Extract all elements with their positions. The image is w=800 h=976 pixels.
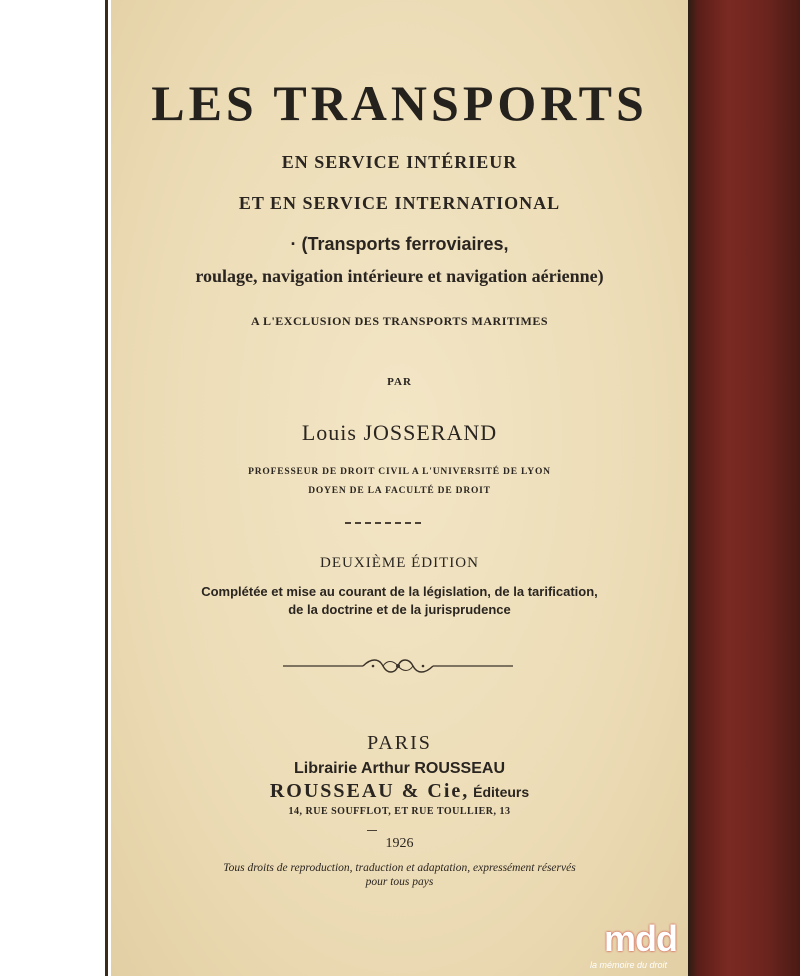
book-spine [688, 0, 800, 976]
publisher-name: ROUSSEAU & Cie, [269, 780, 470, 802]
exclusion-note: A L'EXCLUSION DES TRANSPORTS MARITIMES [250, 314, 549, 328]
logo-tagline: la mémoire du droit [590, 960, 668, 970]
ornament-divider [283, 656, 513, 676]
publisher-address: 14, RUE SOUFFLOT, ET RUE TOULLIER, 13 [288, 806, 511, 817]
city: PARIS [367, 732, 432, 754]
by-label: PAR [387, 376, 412, 388]
logo-text: mdd [604, 918, 677, 959]
publisher-line-2 [111, 780, 688, 803]
rights-line-2: pour tous pays [365, 876, 434, 888]
subtitle-line-2: ET EN SERVICE INTERNATIONAL [238, 193, 561, 213]
watermark-logo [590, 918, 694, 976]
left-margin [0, 0, 108, 976]
divider-rule [345, 522, 421, 524]
rights-line-1: Tous droits de reproduction, traduction et adaptation, expressément réservés [223, 862, 576, 874]
author-title-2: DOYEN DE LA FACULTÉ DE DROIT [308, 486, 491, 496]
short-dash [367, 830, 377, 831]
edition-note-2: de la doctrine et de la jurisprudence [288, 602, 511, 617]
author-name: Louis JOSSERAND [301, 420, 498, 445]
scope-line-1: · (Transports ferroviaires, [290, 234, 509, 254]
edition-label: DEUXIÈME ÉDITION [320, 555, 479, 571]
title-page [111, 0, 688, 976]
scope-line-2: roulage, navigation intérieure et navigation aérienne) [195, 266, 604, 286]
book-title: LES TRANSPORTS [151, 75, 648, 131]
publisher-line-1: Librairie Arthur ROUSSEAU [294, 760, 505, 777]
subtitle-line-1: EN SERVICE INTÉRIEUR [281, 152, 518, 172]
publisher-suffix: Éditeurs [469, 784, 530, 800]
author-title-1: PROFESSEUR DE DROIT CIVIL A L'UNIVERSITÉ DE LYON [248, 467, 551, 477]
publication-year: 1926 [385, 836, 414, 851]
edition-note-1: Complétée et mise au courant de la législation, de la tarification, [201, 584, 598, 599]
